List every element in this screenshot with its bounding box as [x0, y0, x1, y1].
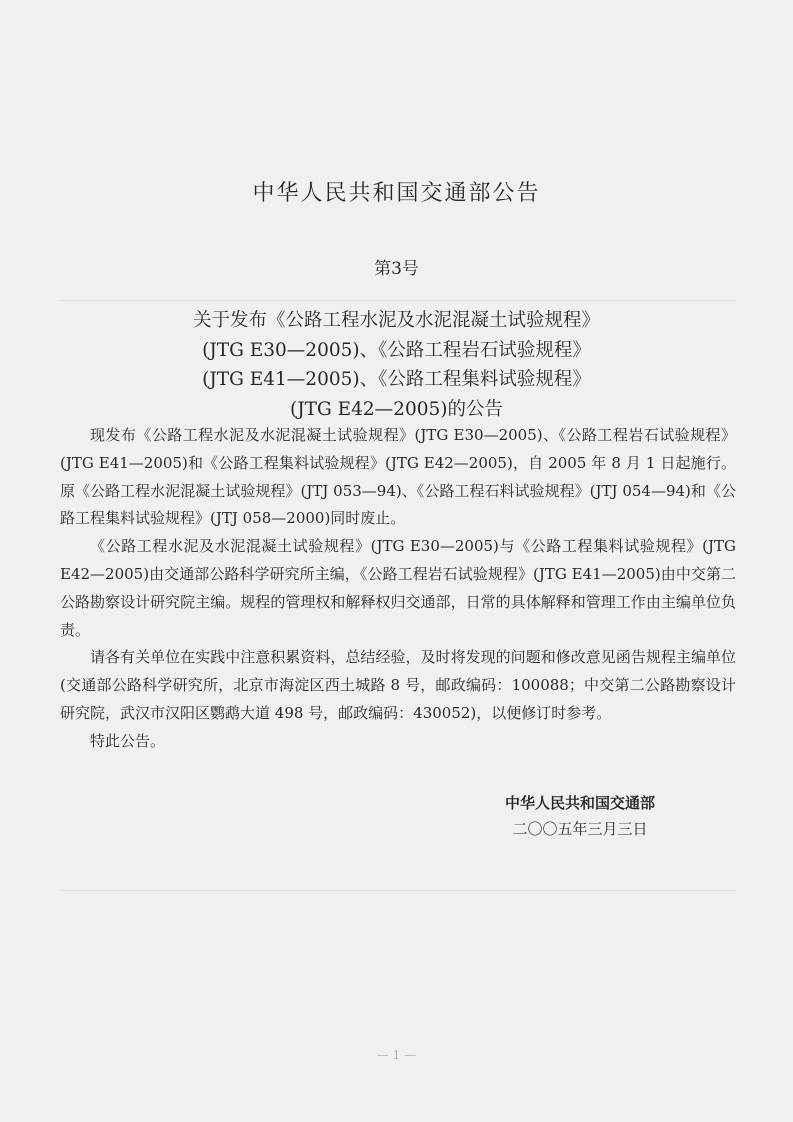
headline-line: (JTG E42—2005)的公告	[290, 398, 503, 420]
signature-date: 二〇〇五年三月三日	[512, 820, 648, 838]
announcement-body	[60, 422, 736, 756]
body-paragraph: 请各有关单位在实践中注意积累资料，总结经验，及时将发现的问题和修改意见函告规程主编单位(交通部公路科学研究所，北京市海淀区西土城路 8 号，邮政编码：100088；中交第二公路勘察设计研究院，武汉市汉阳区鹦鹉大道 498 号，邮政编码：430052)，以便修订时参考。	[60, 648, 736, 722]
page-number: — 1 —	[376, 1048, 417, 1062]
headline-line: (JTG E41—2005)、《公路工程集料试验规程》	[202, 369, 591, 390]
signature-block	[470, 790, 690, 842]
announcement-headline	[0, 306, 793, 424]
headline-line: 关于发布《公路工程水泥及水泥混凝土试验规程》	[192, 310, 600, 331]
body-paragraph: 现发布《公路工程水泥及水泥混凝土试验规程》(JTG E30—2005)、《公路工程岩石试验规程》(JTG E41—2005)和《公路工程集料试验规程》(JTG E42—2005)，自 2005 年 8 月 1 日起施行。原《公路工程水泥混凝土试验规程》(JTJ 053—94)、《公路工程石料试验规程》(JTJ 054—94)和《公路工程集料试验规程》(JTJ 058—2000)同时废止。	[60, 426, 736, 528]
body-paragraph: 《公路工程水泥及水泥混凝土试验规程》(JTG E30—2005)与《公路工程集料试验规程》(JTG E42—2005)由交通部公路科学研究所主编，《公路工程岩石试验规程》(JTG E41—2005)由中交第二公路勘察设计研究院主编。规程的管理权和解释权归交通部，日常的具体解释和管理工作由主编单位负责。	[60, 537, 736, 639]
bleed-through-line	[60, 890, 736, 891]
headline-line: (JTG E30—2005)、《公路工程岩石试验规程》	[202, 339, 591, 361]
announcement-title: 中华人民共和国交通部公告	[252, 181, 541, 206]
bleed-through-line	[60, 300, 736, 301]
announcement-number: 第3号	[374, 259, 419, 279]
body-paragraph: 特此公告。	[90, 731, 166, 750]
signature-organization: 中华人民共和国交通部	[504, 794, 655, 812]
